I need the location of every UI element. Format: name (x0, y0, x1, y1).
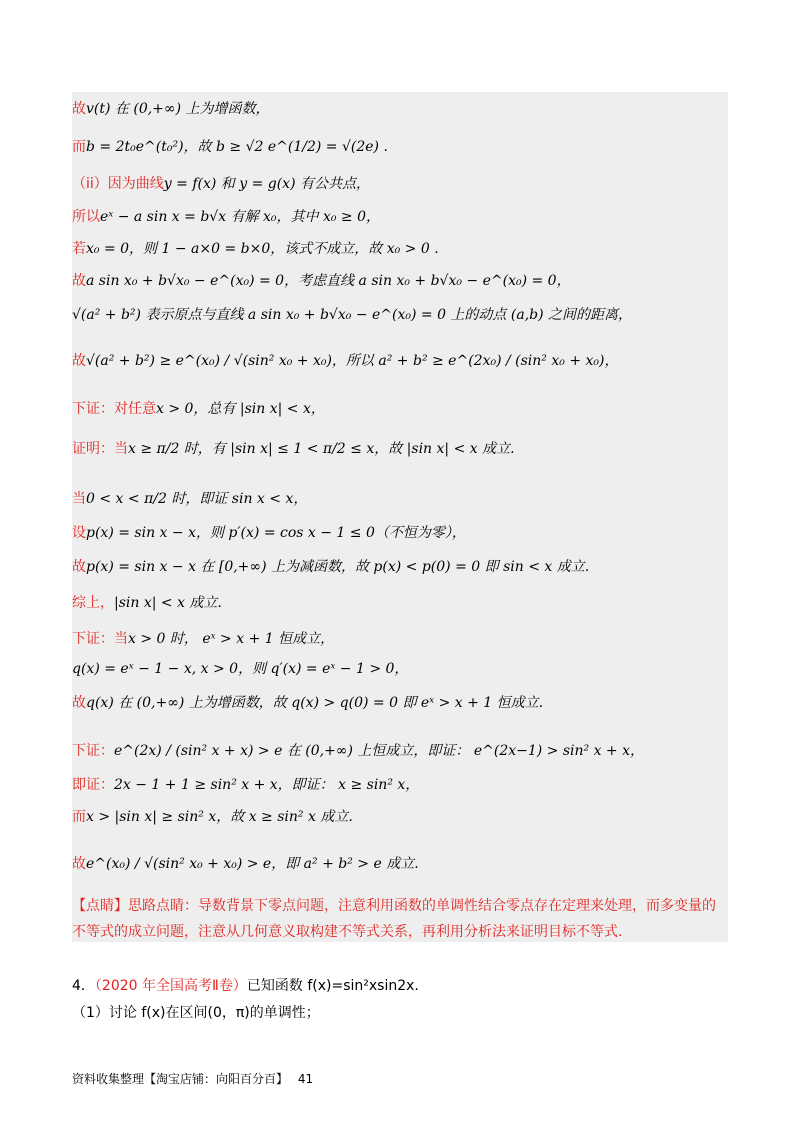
solution-line (72, 138, 388, 156)
line-math-text: x > 0 时， eˣ > x + 1 恒成立， (128, 631, 335, 647)
line-lead-text: 故 (72, 273, 86, 289)
line-lead-text: 下证：当 (72, 631, 128, 647)
line-lead-text: （ii）因为曲线 (72, 176, 164, 192)
line-lead-text: 设 (72, 525, 86, 541)
line-math-text: q(x) 在 (0,+∞) 上为增函数，故 q(x) > q(0) = 0 即 eˣ > x + 1 恒成立. (86, 695, 544, 711)
line-math-text: √(a² + b²) ≥ e^(x₀) / √(sin² x₀ + x₀)，所以 a² + b² ≥ e^(2x₀) / (sin² x₀ + x₀)， (86, 353, 619, 369)
solution-line (72, 208, 380, 226)
solution-line (72, 100, 269, 118)
solution-line (72, 694, 543, 712)
line-math-text: p(x) = sin x − x 在 [0,+∞) 上为减函数，故 p(x) < p(0) = 0 即 sin < x 成立. (86, 559, 590, 575)
line-lead-text: 证明：当 (72, 441, 128, 457)
solution-line (72, 558, 589, 576)
line-math-text: 0 < x < π/2 时，即证 sin x < x， (86, 491, 308, 507)
line-lead-text: 故 (72, 856, 86, 872)
line-math-text: √(a² + b²) 表示原点与直线 a sin x₀ + b√x₀ − e^(x₀) = 0 上的动点 (a,b) 之间的距离， (72, 307, 633, 323)
line-math-text: x > 0，总有 |sin x| < x， (156, 401, 325, 417)
solution-line (72, 594, 222, 612)
solution-line (72, 440, 515, 458)
solution-line (72, 524, 466, 542)
solution-line (72, 630, 334, 648)
solution-line (72, 240, 439, 258)
line-math-text: eˣ − a sin x = b√x 有解 x₀，其中 x₀ ≥ 0， (100, 209, 381, 225)
solution-line (72, 352, 618, 370)
line-lead-text: 故 (72, 353, 86, 369)
line-math-text: x ≥ π/2 时，有 |sin x| ≤ 1 < π/2 ≤ x，故 |sin x| < x 成立. (128, 441, 515, 457)
solution-line (72, 400, 325, 418)
solution-line (72, 855, 419, 873)
line-lead-text: 即证： (72, 777, 114, 793)
line-math-text: p(x) = sin x − x，则 p′(x) = cos x − 1 ≤ 0（不恒为零）， (86, 525, 466, 541)
line-math-text: 2x − 1 + 1 ≥ sin² x + x，即证： x ≥ sin² x， (114, 777, 420, 793)
solution-line (72, 808, 353, 826)
line-lead-text: 故 (72, 101, 86, 117)
question-number: 4． (72, 978, 95, 994)
line-lead-text: 综上， (72, 595, 114, 611)
line-lead-text: 下证： (72, 743, 114, 759)
line-math-text: x₀ = 0，则 1 − a×0 = b×0，该式不成立，故 x₀ > 0 . (86, 241, 439, 257)
question-4-part-1: （1）讨论 f(x)在区间(0，π)的单调性； (72, 1005, 320, 1021)
solution-line (72, 776, 419, 794)
question-source: （2020 年全国高考Ⅱ卷） (94, 978, 247, 994)
line-math-text: |sin x| < x 成立. (114, 595, 222, 611)
line-lead-text: 若 (72, 241, 86, 257)
line-lead-text: 而 (72, 809, 86, 825)
line-lead-text: 故 (72, 695, 86, 711)
key-point-note: 【点睛】思路点睛：导数背景下零点问题，注意利用函数的单调性结合零点存在定理来处理，而多变量的不等式的成立问题，注意从几何意义取构建不等式关系，再利用分析法来证明目标不等式. (72, 898, 716, 940)
line-math-text: q(x) = eˣ − 1 − x, x > 0，则 q′(x) = eˣ − 1 > 0， (72, 661, 409, 677)
solution-line (72, 490, 307, 508)
line-math-text: b = 2t₀e^(t₀²)，故 b ≥ √2 e^(1/2) = √(2e) . (86, 139, 388, 155)
line-math-text: a sin x₀ + b√x₀ − e^(x₀) = 0，考虑直线 a sin x₀ + b√x₀ − e^(x₀) = 0， (86, 273, 571, 289)
solution-line (72, 175, 370, 193)
line-lead-text: 而 (72, 139, 86, 155)
line-lead-text: 当 (72, 491, 86, 507)
line-math-text: y = f(x) 和 y = g(x) 有公共点， (163, 176, 370, 192)
line-math-text: x > |sin x| ≥ sin² x，故 x ≥ sin² x 成立. (86, 809, 353, 825)
line-math-text: v(t) 在 (0,+∞) 上为增函数， (86, 101, 270, 117)
question-4-stem (72, 975, 419, 995)
line-lead-text: 下证：对任意 (72, 401, 156, 417)
solution-line (72, 660, 408, 678)
line-math-text: e^(2x) / (sin² x + x) > e 在 (0,+∞) 上恒成立，即证： e^(2x−1) > sin² x + x， (114, 743, 645, 759)
line-math-text: e^(x₀) / √(sin² x₀ + x₀) > e，即 a² + b² > e 成立. (86, 856, 419, 872)
solution-line (72, 742, 644, 760)
question-text: 已知函数 f(x)=sin²xsin2x. (246, 978, 419, 994)
line-lead-text: 故 (72, 559, 86, 575)
page-footer: 资料收集整理【淘宝店铺：向阳百分百】 41 (72, 1072, 314, 1086)
line-lead-text: 所以 (72, 209, 100, 225)
solution-line (72, 306, 632, 324)
solution-line (72, 272, 571, 290)
